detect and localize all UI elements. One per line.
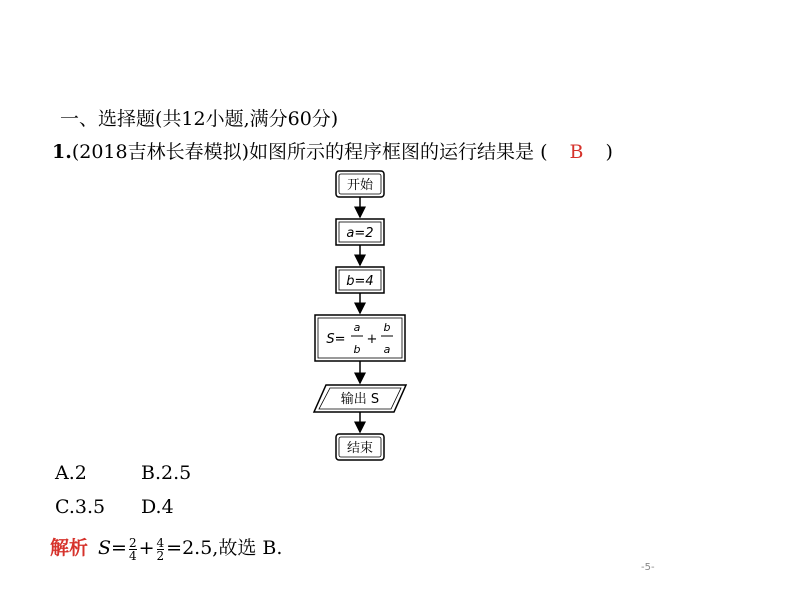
formula-frac1-den: b <box>353 343 361 356</box>
section-heading: 一、选择题(共12小题,满分60分) <box>60 108 339 130</box>
assign-a-label: a=2 <box>346 226 374 241</box>
frac-1-num: 2 <box>128 535 137 550</box>
analysis <box>50 533 282 562</box>
question-source: (2018吉林长春模拟) <box>71 141 250 163</box>
output-label: 输出 S <box>340 392 380 407</box>
option-a: A.2 <box>55 462 87 484</box>
frac-1-den: 4 <box>128 548 137 563</box>
start-label: 开始 <box>346 178 374 193</box>
formula-frac1-num: a <box>353 321 361 334</box>
question-number: 1. <box>52 141 72 163</box>
analysis-frac-1 <box>129 537 137 562</box>
analysis-frac-2 <box>157 537 165 562</box>
formula-frac2-den: a <box>383 343 391 356</box>
analysis-label: 解析 <box>50 537 89 559</box>
option-c: C.3.5 <box>55 496 106 518</box>
analysis-result: =2.5,故选 B. <box>166 537 283 559</box>
question-stem: 如图所示的程序框图的运行结果是 <box>249 141 535 163</box>
analysis-plus: + <box>138 537 155 559</box>
assign-b-label: b=4 <box>346 274 374 289</box>
option-d: D.4 <box>141 496 174 518</box>
close-paren: ) <box>605 141 613 163</box>
formula-lhs: S= <box>326 332 346 347</box>
formula-frac2-num: b <box>383 321 391 334</box>
formula-plus: + <box>366 332 378 347</box>
open-paren: ( <box>540 141 548 163</box>
option-b: B.2.5 <box>141 462 192 484</box>
answer-letter: B <box>569 141 584 163</box>
end-label: 结束 <box>346 441 374 456</box>
analysis-lhs: S= <box>98 537 127 559</box>
page-number: -5- <box>641 562 655 573</box>
frac-2-num: 4 <box>156 535 165 550</box>
frac-2-den: 2 <box>156 548 165 563</box>
